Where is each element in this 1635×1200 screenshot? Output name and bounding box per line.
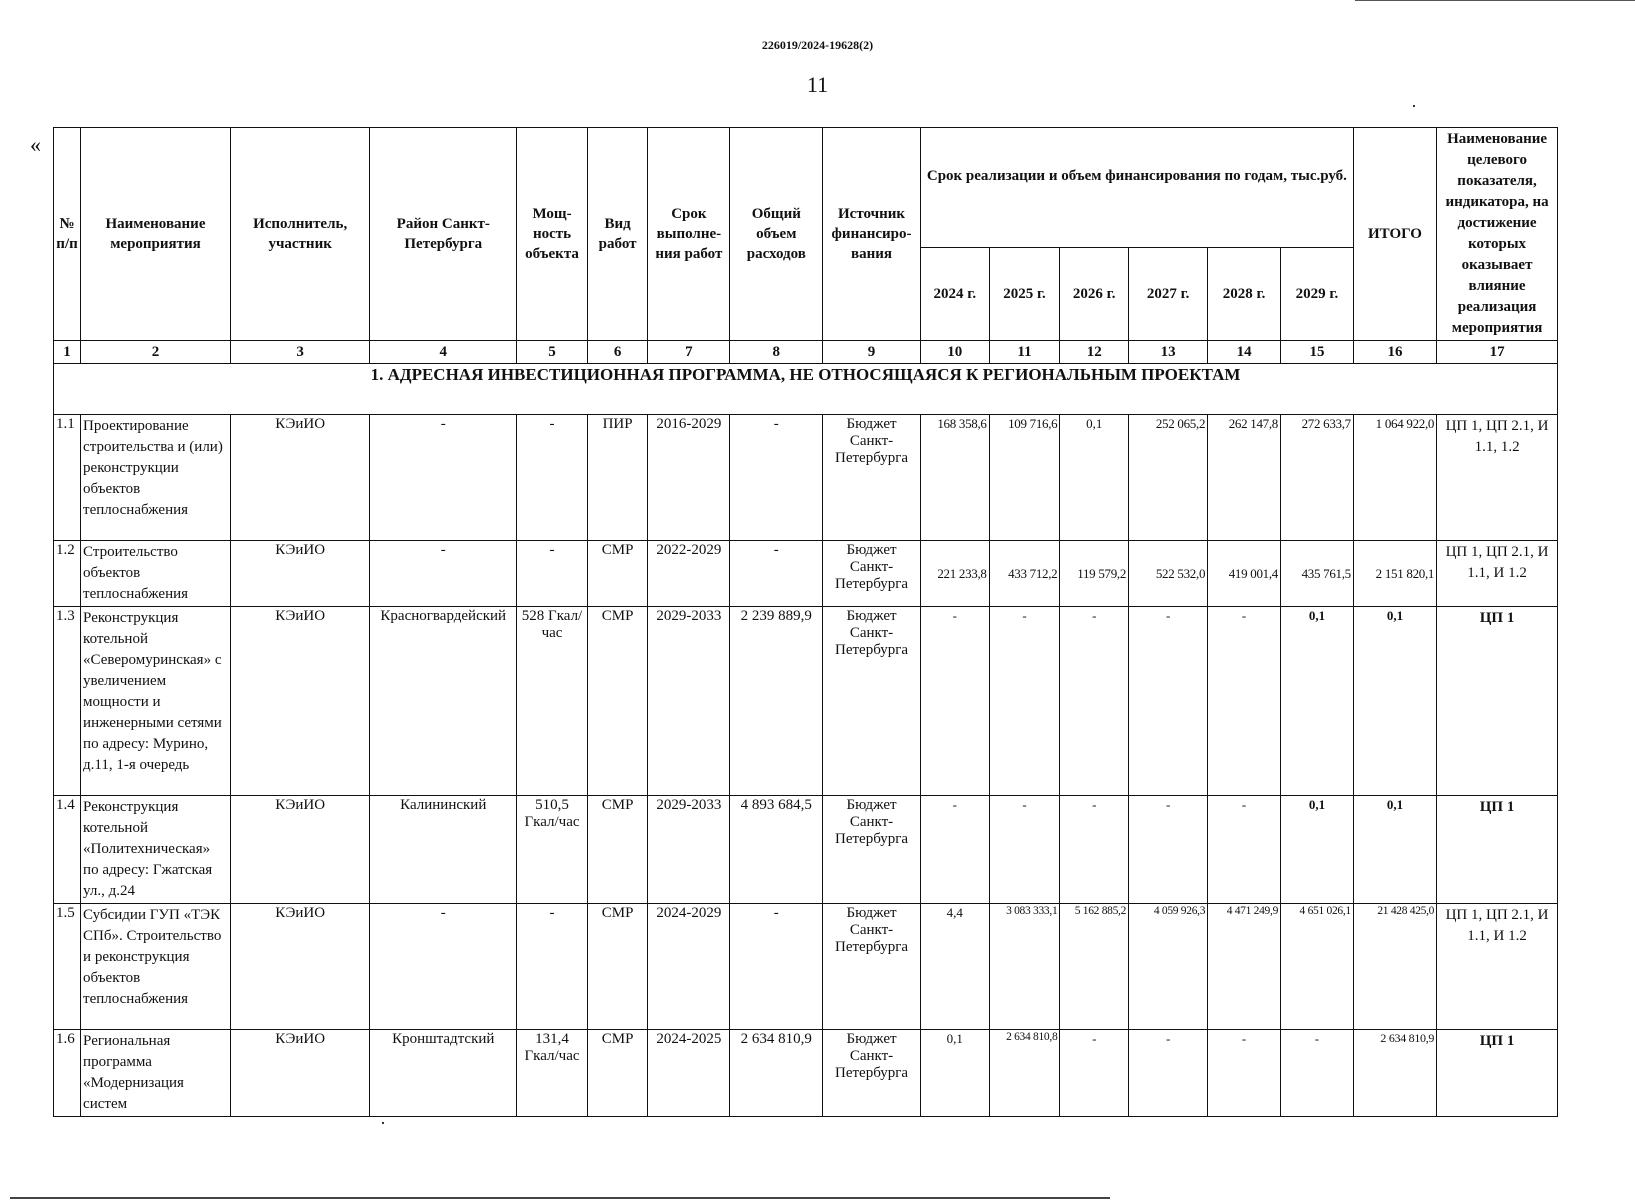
row-2024: 0,1 [920,1030,989,1117]
table-row [54,607,1558,796]
row-capacity: 131,4 Гкал/час [517,1030,588,1117]
row-term: 2029-2033 [648,607,730,796]
row-2027: 522 532,0 [1129,541,1208,607]
col-num: 13 [1129,341,1208,364]
row-work-type: СМР [587,796,647,904]
row-2029: 272 633,7 [1281,415,1354,541]
row-indicator: ЦП 1 [1437,1030,1558,1117]
row-capacity: 510,5 Гкал/час [517,796,588,904]
col-num: 8 [730,341,823,364]
row-indicator: ЦП 1, ЦП 2.1, И 1.1, И 1.2 [1437,904,1558,1030]
row-2029: 435 761,5 [1281,541,1354,607]
row-name: Проектирование строительства и (или) реконструкции объектов теплоснабжения [81,415,231,541]
row-district: Кронштадтский [370,1030,517,1117]
row-2025: 109 716,6 [989,415,1060,541]
row-name: Реконструкция котельной «Политехническая» по адресу: Гжатская ул., д.24 [81,796,231,904]
col-num: 12 [1060,341,1129,364]
row-2024: - [920,607,989,796]
row-term: 2024-2029 [648,904,730,1030]
header-term: Срок выполне-ния работ [648,128,730,341]
row-source: Бюджет Санкт-Петербурга [823,1030,921,1117]
row-total-cost: - [730,904,823,1030]
header-executor: Исполнитель, участник [230,128,369,341]
row-capacity: 528 Гкал/час [517,607,588,796]
row-2024: 221 233,8 [920,541,989,607]
row-num: 1.2 [54,541,81,607]
header-num: № п/п [54,128,81,341]
scan-speck [1413,105,1415,107]
column-number-row [54,341,1558,364]
row-2026: 0,1 [1060,415,1129,541]
row-num: 1.1 [54,415,81,541]
row-source: Бюджет Санкт-Петербурга [823,607,921,796]
col-num: 5 [517,341,588,364]
col-num: 4 [370,341,517,364]
col-num: 16 [1353,341,1436,364]
row-indicator: ЦП 1, ЦП 2.1, И 1.1, И 1.2 [1437,541,1558,607]
row-district: - [370,904,517,1030]
row-total-cost: 4 893 684,5 [730,796,823,904]
row-2026: - [1060,607,1129,796]
row-district: Красногвардейский [370,607,517,796]
opening-quote-mark: « [30,132,41,157]
row-executor: КЭиИО [230,904,369,1030]
header-financing-group: Срок реализации и объем финансирования по годам, тыс.руб. [920,128,1353,248]
row-2029: - [1281,1030,1354,1117]
header-year-2024: 2024 г. [920,248,989,341]
row-total: 0,1 [1353,607,1436,796]
header-year-2025: 2025 г. [989,248,1060,341]
row-2027: 252 065,2 [1129,415,1208,541]
row-total-cost: 2 239 889,9 [730,607,823,796]
col-num: 6 [587,341,647,364]
table-row [54,1030,1558,1117]
row-total-cost: - [730,541,823,607]
row-2025: 433 712,2 [989,541,1060,607]
section-title: 1. АДРЕСНАЯ ИНВЕСТИЦИОННАЯ ПРОГРАММА, НЕ ОТНОСЯЩАЯСЯ К РЕГИОНАЛЬНЫМ ПРОЕКТАМ [54,364,1558,415]
row-work-type: СМР [587,904,647,1030]
row-total-cost: - [730,415,823,541]
row-district: - [370,541,517,607]
row-capacity: - [517,541,588,607]
header-source: Источник финансиро-вания [823,128,921,341]
row-executor: КЭиИО [230,796,369,904]
header-total: ИТОГО [1353,128,1436,341]
row-indicator: ЦП 1 [1437,607,1558,796]
row-source: Бюджет Санкт-Петербурга [823,904,921,1030]
row-2025: 2 634 810,8 [989,1030,1060,1117]
header-year-2026: 2026 г. [1060,248,1129,341]
row-2026: 119 579,2 [1060,541,1129,607]
row-name: Субсидии ГУП «ТЭК СПб». Строительство и реконструкция объектов теплоснабжения [81,904,231,1030]
table-row [54,541,1558,607]
col-num: 17 [1437,341,1558,364]
row-2029: 4 651 026,1 [1281,904,1354,1030]
row-2027: - [1129,796,1208,904]
header-indicator: Наименование целевого показателя, индикатора, на достижение которых оказывает влияние реализация мероприятия [1437,128,1558,341]
row-total: 2 151 820,1 [1353,541,1436,607]
header-district: Район Санкт-Петербурга [370,128,517,341]
row-source: Бюджет Санкт-Петербурга [823,541,921,607]
header-capacity: Мощ-ность объекта [517,128,588,341]
row-2026: - [1060,796,1129,904]
header-year-2029: 2029 г. [1281,248,1354,341]
col-num: 14 [1208,341,1281,364]
row-indicator: ЦП 1 [1437,796,1558,904]
row-district: Калининский [370,796,517,904]
row-2025: - [989,607,1060,796]
col-num: 2 [81,341,231,364]
row-executor: КЭиИО [230,415,369,541]
row-executor: КЭиИО [230,1030,369,1117]
row-name: Строительство объектов теплоснабжения [81,541,231,607]
row-2024: - [920,796,989,904]
row-name: Региональная программа «Модернизация систем [81,1030,231,1117]
bottom-edge-rule [10,1197,1110,1199]
row-2026: - [1060,1030,1129,1117]
header-name: Наименование мероприятия [81,128,231,341]
row-2028: 262 147,8 [1208,415,1281,541]
financing-table [53,127,1558,1117]
row-2028: - [1208,796,1281,904]
col-num: 3 [230,341,369,364]
row-source: Бюджет Санкт-Петербурга [823,415,921,541]
row-2028: - [1208,607,1281,796]
header-total-cost: Общий объем расходов [730,128,823,341]
col-num: 9 [823,341,921,364]
row-executor: КЭиИО [230,541,369,607]
row-term: 2022-2029 [648,541,730,607]
row-executor: КЭиИО [230,607,369,796]
header-row [54,128,1558,248]
table-row [54,904,1558,1030]
row-total: 1 064 922,0 [1353,415,1436,541]
row-total: 21 428 425,0 [1353,904,1436,1030]
row-2027: - [1129,607,1208,796]
row-2026: 5 162 885,2 [1060,904,1129,1030]
row-num: 1.3 [54,607,81,796]
row-2027: 4 059 926,3 [1129,904,1208,1030]
row-2024: 4,4 [920,904,989,1030]
col-num: 10 [920,341,989,364]
row-work-type: ПИР [587,415,647,541]
row-2028: - [1208,1030,1281,1117]
header-work-type: Вид работ [587,128,647,341]
page-number: 11 [806,72,829,97]
scan-speck [382,1122,384,1124]
row-capacity: - [517,415,588,541]
row-num: 1.6 [54,1030,81,1117]
section-row [54,364,1558,415]
col-num: 11 [989,341,1060,364]
row-work-type: СМР [587,541,647,607]
col-num: 1 [54,341,81,364]
row-name: Реконструкция котельной «Северомуринская» с увеличением мощности и инженерными сетями по адресу: Мурино, д.11, 1-я очередь [81,607,231,796]
row-2029: 0,1 [1281,796,1354,904]
row-2027: - [1129,1030,1208,1117]
row-capacity: - [517,904,588,1030]
table-row [54,415,1558,541]
row-num: 1.4 [54,796,81,904]
document-id: 226019/2024-19628(2) [761,38,874,52]
row-2028: 419 001,4 [1208,541,1281,607]
row-term: 2024-2025 [648,1030,730,1117]
row-district: - [370,415,517,541]
table-row [54,796,1558,904]
row-source: Бюджет Санкт-Петербурга [823,796,921,904]
row-term: 2016-2029 [648,415,730,541]
row-work-type: СМР [587,607,647,796]
row-work-type: СМР [587,1030,647,1117]
header-year-2027: 2027 г. [1129,248,1208,341]
row-total-cost: 2 634 810,9 [730,1030,823,1117]
top-edge-rule [1355,0,1635,1]
row-term: 2029-2033 [648,796,730,904]
row-indicator: ЦП 1, ЦП 2.1, И 1.1, 1.2 [1437,415,1558,541]
row-2029: 0,1 [1281,607,1354,796]
row-total: 2 634 810,9 [1353,1030,1436,1117]
col-num: 15 [1281,341,1354,364]
row-num: 1.5 [54,904,81,1030]
header-year-2028: 2028 г. [1208,248,1281,341]
row-2025: - [989,796,1060,904]
col-num: 7 [648,341,730,364]
row-2025: 3 083 333,1 [989,904,1060,1030]
row-2024: 168 358,6 [920,415,989,541]
row-total: 0,1 [1353,796,1436,904]
row-2028: 4 471 249,9 [1208,904,1281,1030]
